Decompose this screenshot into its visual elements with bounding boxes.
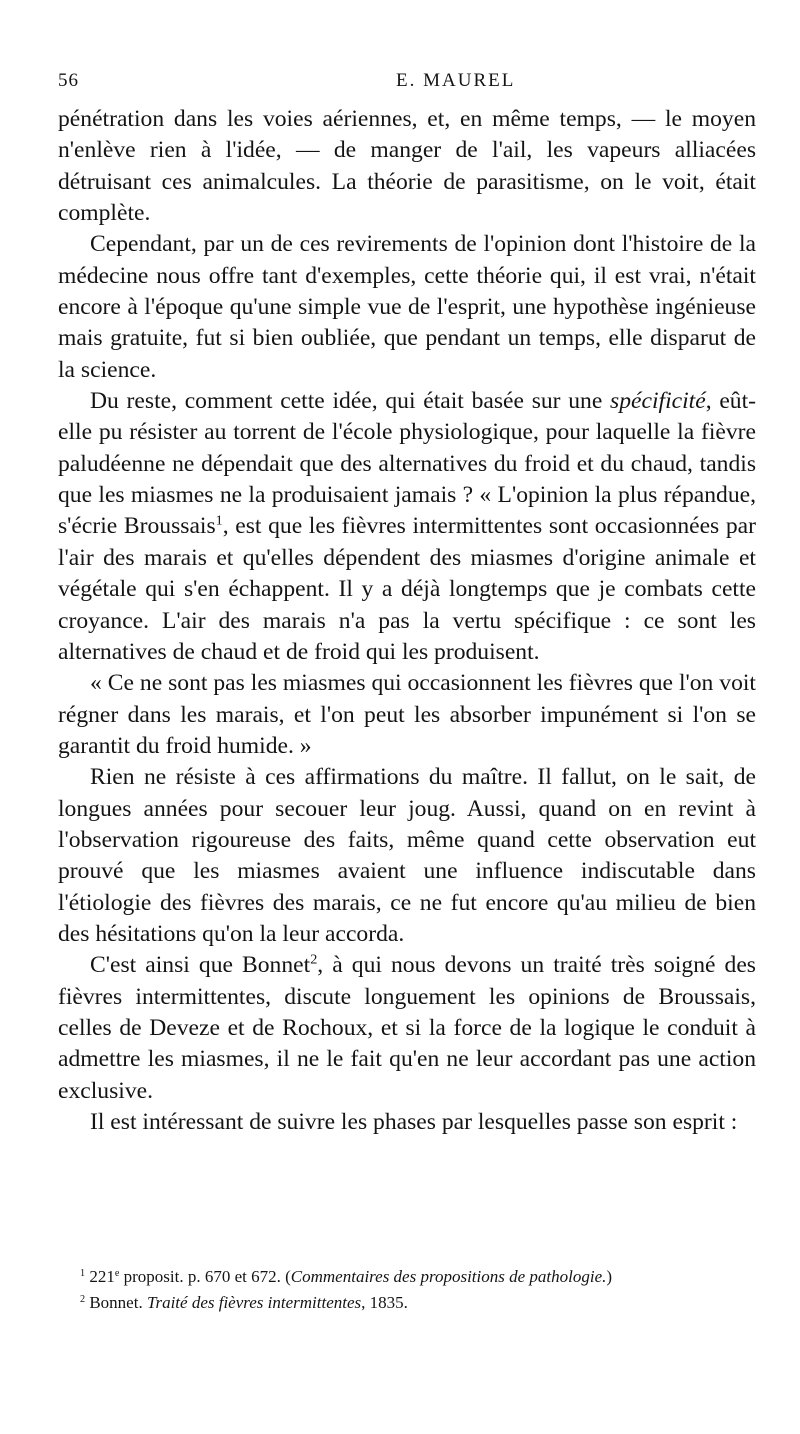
text-run: , à qui nous devons un traité très soigné des fièvres intermittentes, discute longuement les opinions de Broussais, celles de Deveze et de Rochoux, et si la force de la logique le conduit à admettre les miasmes, il ne le fait qu'en ne leur accordant pas une action exclusive.: [58, 952, 756, 1104]
italic-text: Commentaires des propositions de pathologie.: [290, 1267, 607, 1286]
paragraph: [58, 950, 756, 1107]
running-header: [58, 70, 760, 100]
text-run: Cependant, par un de ces revirements de l'opinion dont l'histoire de la médecine nous offre tant d'exemples, cette théorie qui, il est vrai, n'était encore à l'époque qu'une simple vue de l'esprit, une hypothèse ingénieuse mais gratuite, fut si bien oubliée, que pendant un temps, elle disparut de la science.: [58, 231, 756, 383]
italic-text: Traité des fièvres intermittentes: [146, 1293, 362, 1312]
text-run: Du reste, comment cette idée, qui était basée sur une: [90, 388, 611, 415]
note-reference: 1: [80, 1267, 86, 1279]
paragraph: [58, 386, 756, 668]
footnote: [58, 1264, 756, 1290]
note-reference: e: [114, 1267, 120, 1279]
text-run: C'est ainsi que Bonnet: [90, 952, 311, 979]
text-run: proposit. p. 670 et 672. (: [119, 1267, 291, 1286]
paragraph: [58, 1107, 756, 1138]
running-head-author: E. MAUREL: [396, 70, 516, 91]
text-run: Rien ne résiste à ces affirmations du maître. Il fallut, on le sait, de longues années pour secouer leur joug. Aussi, quand on en revint à l'observation rigoureuse des faits, même quand cette observation eut prouvé que les miasmes avaient une influence indiscutable dans l'étiologie des fièvres des marais, ce ne fut encore qu'au milieu de bien des hésitations qu'on la leur accorda.: [58, 764, 756, 947]
text-run: ): [606, 1267, 613, 1286]
note-reference: 2: [80, 1293, 86, 1305]
note-reference: 1: [215, 512, 223, 529]
page-number: 56: [58, 70, 79, 91]
footnotes: [58, 1264, 756, 1316]
text-run: Il est intéressant de suivre les phases par lesquelles passe son esprit :: [90, 1109, 738, 1135]
main-text: [58, 104, 756, 1138]
text-run: Bonnet.: [85, 1293, 147, 1312]
text-run: « Ce ne sont pas les miasmes qui occasionnent les fièvres que l'on voit régner dans les marais, et l'on peut les absorber impunément si l'on se garantit du froid humide. »: [58, 670, 756, 759]
text-run: pénétration dans les voies aériennes, et, en même temps, — le moyen n'enlève rien à l'idée, — de manger de l'ail, les vapeurs alliacées détruisant ces animalcules. La théorie de parasitisme, on le voit, était complète.: [58, 106, 756, 227]
paragraph: [58, 229, 756, 386]
text-run: 221: [85, 1267, 115, 1286]
italic-text: spécificité: [610, 388, 706, 415]
footnote: [58, 1290, 756, 1316]
text-run: , est que les fièvres intermittentes sont occasionnées par l'air des marais et qu'elles dépendent des miasmes d'origine animale et végétale qui s'en échappent. Il y a déjà longtemps que je combats cette croyance. L'air des marais n'a pas la vertu spécifique : ce sont les alternatives de chaud et de froid qui les produisent.: [58, 513, 756, 665]
paragraph: [58, 104, 756, 229]
paragraph: [58, 668, 756, 762]
note-reference: 2: [310, 951, 318, 968]
text-run: , eût-elle pu résister au torrent de l'école physiologique, pour laquelle la fièvre paludéenne ne dépendait que des alternatives du froid et du chaud, tandis que les miasmes ne la produisaient jamais ? « L'opinion la plus répandue, s'écrie Broussais: [58, 388, 757, 540]
text-run: , 1835.: [361, 1293, 408, 1312]
paragraph: [58, 762, 756, 950]
